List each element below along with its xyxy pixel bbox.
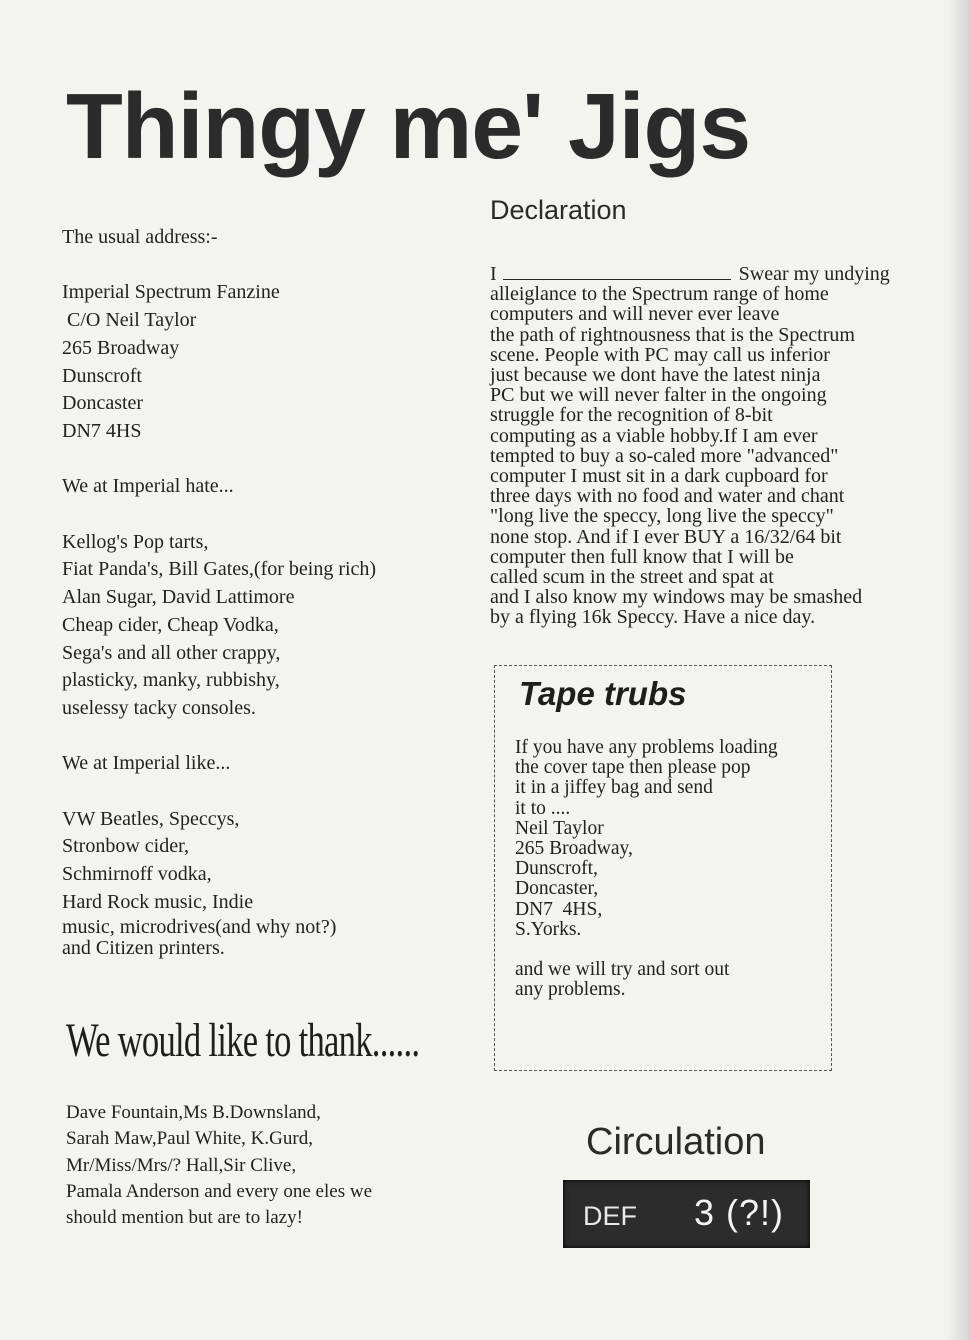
- like-line: VW Beatles, Speccys,: [62, 807, 240, 830]
- circulation-badge: [563, 1180, 810, 1248]
- address-line: C/O Neil Taylor: [62, 309, 197, 332]
- hate-line: Kellog's Pop tarts,: [62, 530, 209, 553]
- address-line: Doncaster: [62, 392, 144, 415]
- declaration-line: none stop. And if I ever BUY a 16/32/64 bit: [490, 525, 842, 548]
- declaration-line: alleiglance to the Spectrum range of home: [490, 283, 829, 306]
- hate-line: Cheap cider, Cheap Vodka,: [62, 613, 279, 636]
- thanks-list: [66, 1100, 446, 1231]
- tape-line: S.Yorks.: [515, 918, 582, 940]
- declaration-line: by a flying 16k Speccy. Have a nice day.: [490, 606, 816, 629]
- declaration-line: tempted to buy a so-caled more "advanced": [490, 444, 839, 467]
- hate-heading: We at Imperial hate...: [62, 475, 234, 498]
- like-line: music, microdrives(and why not?): [62, 915, 337, 938]
- declaration-line: computer I must sit in a dark cupboard for: [490, 465, 828, 488]
- like-list: [62, 806, 442, 959]
- like-line: Stronbow cider,: [62, 835, 189, 858]
- page-title: Thingy me' Jigs: [66, 74, 751, 178]
- tape-trubs-box: [494, 665, 832, 1071]
- address-line: Imperial Spectrum Fanzine: [62, 281, 280, 304]
- thanks-heading: We would like to thank......: [66, 1014, 420, 1067]
- thanks-line: Mr/Miss/Mrs/? Hall,Sir Clive,: [66, 1154, 297, 1176]
- address-heading: The usual address:-: [62, 226, 218, 248]
- tape-line: If you have any problems loading: [515, 737, 778, 758]
- tape-closing-line: and we will try and sort out: [515, 959, 730, 981]
- declaration-line: three days with no food and water and chant: [490, 485, 845, 508]
- declaration-line: just because we dont have the latest ninja: [490, 364, 821, 387]
- declaration-line: PC but we will never falter in the ongoing: [490, 384, 827, 407]
- circulation-heading: Circulation: [586, 1121, 766, 1163]
- like-heading: We at Imperial like...: [62, 752, 231, 775]
- thanks-line: Dave Fountain,Ms B.Downsland,: [66, 1102, 321, 1123]
- tape-trubs-heading: Tape trubs: [519, 675, 687, 712]
- tape-line: Dunscroft,: [515, 858, 598, 880]
- hate-line: uselessy tacky consoles.: [62, 696, 256, 719]
- address-line: Dunscroft: [62, 364, 142, 387]
- declaration-line: called scum in the street and spat at: [490, 566, 774, 589]
- like-line: and Citizen printers.: [62, 936, 225, 959]
- hate-list: [62, 529, 442, 723]
- name-blank: [503, 265, 731, 280]
- address-block: [62, 279, 442, 445]
- tape-line: Neil Taylor: [515, 817, 604, 839]
- page-edge-shadow: [947, 0, 969, 1340]
- tape-line: 265 Broadway,: [515, 838, 633, 860]
- circulation-prefix: DEF: [583, 1201, 637, 1231]
- declaration-line: computers and will never ever leave: [490, 303, 780, 326]
- tape-line: DN7 4HS,: [515, 898, 603, 920]
- tape-line: it in a jiffey bag and send: [515, 777, 713, 799]
- declaration-line: "long live the speccy, long live the speccy": [490, 505, 834, 528]
- address-line: 265 Broadway: [62, 336, 180, 359]
- hate-line: Fiat Panda's, Bill Gates,(for being rich): [62, 558, 377, 581]
- declaration-heading: Declaration: [490, 195, 627, 225]
- declaration-suffix: Swear my undying: [738, 263, 890, 285]
- declaration-text: [490, 264, 910, 628]
- declaration-prefix: I: [490, 263, 497, 285]
- tape-line: it to ....: [515, 797, 571, 819]
- declaration-line: the path of rightnousness that is the Spectrum: [490, 323, 855, 346]
- hate-line: plasticky, manky, rubbishy,: [62, 669, 280, 692]
- hate-line: Alan Sugar, David Lattimore: [62, 586, 295, 609]
- declaration-line: struggle for the recognition of 8-bit: [490, 404, 773, 427]
- declaration-line: computer then full know that I will be: [490, 545, 794, 568]
- declaration-line: and I also know my windows may be smashed: [490, 586, 863, 609]
- thanks-line: Pamala Anderson and every one eles we: [66, 1180, 373, 1202]
- tape-line: Doncaster,: [515, 878, 599, 900]
- declaration-line: computing as a viable hobby.If I am ever: [490, 424, 818, 447]
- address-line: DN7 4HS: [62, 419, 142, 442]
- like-line: Hard Rock music, Indie: [62, 890, 254, 913]
- hate-line: Sega's and all other crappy,: [62, 641, 281, 664]
- declaration-first-line: [490, 264, 910, 284]
- declaration-line: scene. People with PC may call us inferior: [490, 343, 830, 366]
- tape-line: the cover tape then please pop: [515, 757, 751, 779]
- like-line: Schmirnoff vodka,: [62, 863, 212, 886]
- left-column: [62, 224, 442, 959]
- tape-trubs-text: [515, 738, 825, 1001]
- tape-closing-line: any problems.: [515, 979, 626, 1001]
- thanks-line: should mention but are to lazy!: [66, 1207, 303, 1229]
- circulation-value: 3 (?!): [694, 1192, 785, 1233]
- thanks-line: Sarah Maw,Paul White, K.Gurd,: [66, 1128, 313, 1150]
